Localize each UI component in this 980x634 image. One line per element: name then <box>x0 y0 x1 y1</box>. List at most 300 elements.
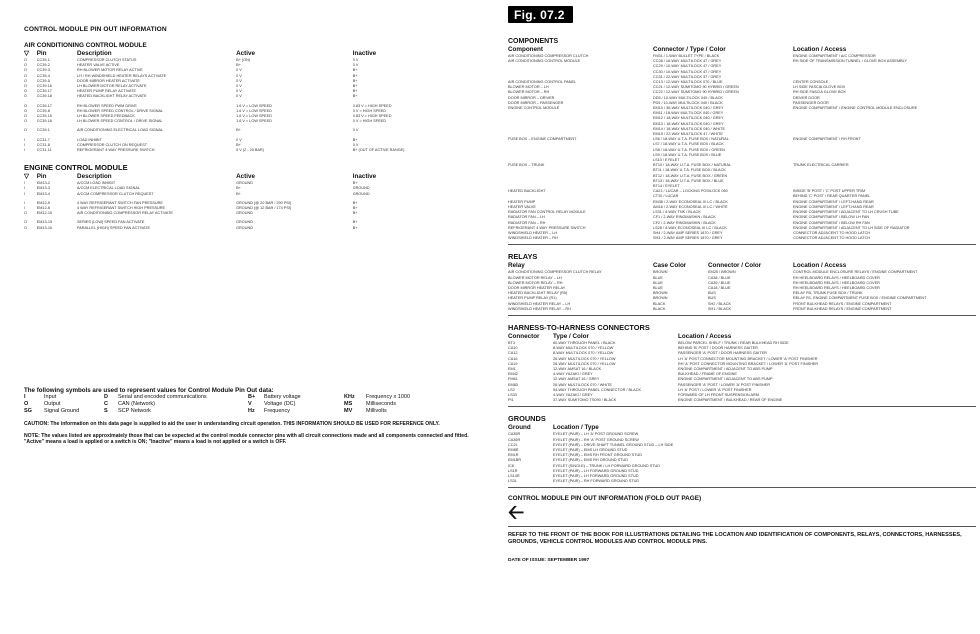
ecm-pin-table <box>24 172 480 231</box>
location-type-header: Location / Type <box>553 424 599 432</box>
ac-pin-row-cell: B+ <box>352 73 358 78</box>
ac-pin-row-cell: 1.6 V = LOW SPEED <box>236 114 272 119</box>
ac-pin-row-cell: O <box>24 114 27 119</box>
ecm-pin-row-cell: B+ <box>236 186 241 191</box>
relay-row-cell: BLUE <box>653 275 663 280</box>
ac-pin-row-cell: O <box>24 94 27 99</box>
relay-header: Relay <box>508 262 525 270</box>
harness-row-cell: LS33 <box>508 392 517 397</box>
connector-header: Connector / Type / Color <box>653 46 726 53</box>
refer-note: REFER TO THE FRONT OF THE BOOK FOR ILLUSTRATIONS DETAILING THE LOCATION AND IDENTIFICATION OF COMPONENTS, RELAYS, CONNECTORS, HARNESSES, GROUNDS, VEHICLE CONTROL MODULES AND CONTROL MODULE PINS. <box>508 532 962 546</box>
location-header: Location / Access <box>678 332 732 340</box>
component-row-cell: LS6 / 18-WAY U.T.A. FUSE BOX / NATURAL <box>653 137 729 142</box>
ecm-pin-row-cell: I <box>24 186 26 191</box>
ecm-pin-row-cell: EM13-15 <box>36 220 53 225</box>
component-row-cell: LS10 / EYELET <box>653 158 680 163</box>
ac-pin-row-cell: AIR CONDITIONING ELECTRICAL LOAD SIGNAL <box>77 128 164 133</box>
ac-pin-row-cell: 0 V <box>236 73 242 78</box>
ecm-pin-row-cell: EM13-16 <box>36 225 53 230</box>
arrow-left-icon: 🡠 <box>508 502 525 525</box>
ac-pin-row-cell: O <box>24 108 27 113</box>
relay-row-cell: BLOWER MOTOR RELAY – LH <box>508 275 562 280</box>
harness-row-cell: CA16 <box>508 356 518 361</box>
ground-row-cell: EYELET (PAIR) – LH 'A' POST GROUND SCREW <box>553 432 639 437</box>
legend-row-cell: MV <box>344 407 353 414</box>
ac-pin-row-cell: B+ <box>236 128 241 133</box>
ac-pin-row-cell: 0 V <box>236 89 242 94</box>
pin-header: Pin <box>36 173 47 181</box>
component-row-cell: AIR CONDITIONING COMPRESSOR CLUTCH <box>508 54 589 58</box>
ac-pin-row-cell: B+ <box>352 84 358 89</box>
ac-pin-row-cell: CC31-7 <box>36 137 50 142</box>
connector-header: Connector <box>508 332 540 340</box>
relay-row-cell: CONTROL MODULE ENCLOSURE RELAYS / ENGINE COMPARTMENT <box>793 270 918 275</box>
harness-row-cell: ENGINE COMPARTMENT / BULKHEAD / REAR OF ENGINE <box>678 398 783 403</box>
component-row-cell: ENGINE COMPARTMENT / A/C COMPRESSOR <box>793 54 876 58</box>
component-row-cell: BT10 / 18-WAY U.T.A. FUSE BOX / NATURAL <box>653 163 732 168</box>
relay-row-cell: CA38 / BLUE <box>708 275 731 280</box>
right-page <box>500 0 980 634</box>
ecm-title: ENGINE CONTROL MODULE <box>24 163 128 173</box>
legend-row-cell: CAN (Network) <box>118 400 155 407</box>
relay-row-cell: BROWN <box>653 296 668 301</box>
ac-pin-row-cell: O <box>24 119 27 124</box>
ecm-pin-row-cell: I <box>24 206 26 211</box>
ground-row-cell: IC8 <box>508 463 514 468</box>
component-row-cell: CT10 / LUCAR <box>653 194 679 199</box>
ac-pin-row-cell: CC39-17 <box>36 89 52 94</box>
harness-rows <box>508 341 976 403</box>
location-header: Location / Access <box>793 262 847 270</box>
harness-row-cell: CA12 <box>508 351 518 356</box>
location-header: Location / Access <box>793 46 847 53</box>
ac-pin-row-cell: B+ <box>352 78 358 83</box>
ecm-pin-row-cell: EM12-5 <box>36 200 51 205</box>
ac-pin-row-cell: 0.83 V = HIGH SPEED <box>352 103 392 108</box>
harness-row-cell: LH 'A' POST CONNECTOR MOUNTING BRACKET / LOWER 'A' POST FINISHER <box>678 356 818 361</box>
relay-row-cell: SH2 / BLACK <box>708 301 732 306</box>
ac-pin-row-cell: 0.83 V = HIGH SPEED <box>352 114 392 119</box>
ac-pin-row-cell: B+ <box>352 68 358 73</box>
ground-row-cell: EYELET (PAIR) – LH FORWARD GROUND STUD <box>553 474 639 478</box>
component-row-cell: RADIATOR FAN – RH <box>508 220 546 225</box>
component-row-cell: WINDSHIELD HEATER – LH <box>508 230 558 235</box>
harness-row-cell: CA10 <box>508 346 518 351</box>
legend-row-cell: I <box>24 393 26 400</box>
ground-row-cell: EM1R <box>508 453 519 458</box>
component-row-cell: CONNECTOR ADJACENT TO HOOD LATCH <box>793 230 871 235</box>
harness-row-cell: EM83 <box>508 382 518 387</box>
component-row-cell: BLOWER MOTOR – RH <box>508 90 550 95</box>
ac-pin-row <box>24 148 480 153</box>
relay-row-cell: WINDSHIELD HEATER RELAY – RH <box>508 306 571 311</box>
component-row-cell: CC29 / 10-WAY MULTILOCK 47 / GREY <box>653 64 722 69</box>
ac-pin-row-cell: CC39-16 <box>36 119 52 124</box>
legend-row-cell: Output <box>44 400 61 407</box>
ac-pin-row-cell: LH BLOWER SPEED FEEDBACK <box>77 114 135 119</box>
relay-row-cell: HEATER PUMP RELAY (R1) <box>508 296 557 301</box>
ecm-pin-row-cell: AIR CONDITIONING COMPRESSOR RELAY ACTIVATE <box>77 211 173 216</box>
harness-row-cell: 12-WAY AMSAT 16 / BLACK <box>553 366 602 371</box>
type-color-header: Type / Color <box>553 332 589 340</box>
relay-row-cell: WINDSHIELD HEATER RELAY – LH <box>508 301 571 306</box>
component-row-cell: FUSE BOX – TRUNK <box>508 163 545 168</box>
ground-header: Ground <box>508 424 531 432</box>
ecm-pin-row-cell: SERIES (LOW) SPEED FAN ACTIVATE <box>77 220 145 225</box>
harness-row-cell: BEHIND 'B' POST / DOOR HARNESS GAITER <box>678 346 758 351</box>
legend-row-cell: Milliseconds <box>366 400 396 407</box>
legend-rows <box>24 394 464 415</box>
component-row-cell: HEATED BACKLIGHT <box>508 189 546 194</box>
ecm-pin-row-cell: O <box>24 220 27 225</box>
relay-row-cell: EM25 / BROWN <box>708 270 736 275</box>
component-row-cell: AIR CONDITIONING CONTROL PANEL <box>508 80 577 85</box>
ecm-pin-row-cell: B+ <box>352 211 358 216</box>
harness-row-cell: LS2 <box>508 387 515 392</box>
component-row-cell: ENGINE COMPARTMENT / ADJACENT TO LH CRUSH TUBE <box>793 210 899 215</box>
relay-row-cell: FRONT BULKHEAD RELAYS / ENGINE COMPARTMENT <box>793 301 892 306</box>
ac-pin-row-cell: 0 V <box>236 84 242 89</box>
ecm-pin-row-cell: I <box>24 200 26 205</box>
component-row-cell: CF2 / 2-WAY RINGMASHIN / BLACK <box>653 220 716 225</box>
component-row-cell: AM16 / 2-WAY ECONOSEAL III LC / WHITE <box>653 204 728 209</box>
active-header: Active <box>236 50 255 57</box>
component-row-cell: BT12 / 18-WAY U.T.A. FUSE BOX / GREEN <box>653 173 728 178</box>
ac-pin-table <box>24 49 480 153</box>
inactive-header: Inactive <box>352 173 377 181</box>
harness-row-cell: EM1 <box>508 366 516 371</box>
ecm-pin-row-cell: GROUND <box>236 211 253 216</box>
pin-header: Pin <box>36 50 47 57</box>
component-row-cell: DD5 / 10-WAY MULTILOCK 040 / BLACK <box>653 95 723 100</box>
ac-pin-row-cell: HEATER VALVE ACTIVE <box>77 63 120 68</box>
legend-row-cell: Frequency <box>264 407 290 414</box>
relay-row-cell: BROWN <box>653 291 668 296</box>
ecm-pin-row-cell: GROUND <box>236 220 253 225</box>
harness-row-cell: 8-WAY MULTILOCK 070 / YELLOW <box>553 346 614 351</box>
ac-pin-row-cell: RH BLOWER MOTOR RELAY ACTIVE <box>77 68 143 73</box>
component-header: Component <box>508 46 543 53</box>
relay-row-cell: BLACK <box>653 301 666 306</box>
harness-row-cell: 60-WAY THROUGH PANEL / BLACK <box>553 340 616 345</box>
ecm-pin-row-cell: EM12-10 <box>36 211 53 216</box>
ac-pin-row-cell: B+ (ON) <box>236 58 251 62</box>
ac-pin-row-cell: B+ (OUT OF ACTIVE RANGE) <box>352 148 405 153</box>
harness-row-cell: EM42 <box>508 372 518 377</box>
component-row-cell: LS7 / 18-WAY U.T.A. FUSE BOX / BLACK <box>653 142 724 147</box>
component-row-cell: EM10 / 36-WAY MULTILOCK 040 / GREY <box>653 106 724 111</box>
ground-row-cell: EYELET (SINGLE) – TRUNK / LH FORWARD GROUND STUD <box>553 463 661 468</box>
ecm-pin-row-cell: GROUND (@ 20 BAR / 290 PSI) <box>236 200 292 205</box>
section-divider <box>508 244 976 245</box>
component-row-cell: DRIVER DOOR <box>793 95 820 100</box>
ground-row-cell: EYELET (PAIR) – LH FORWARD GROUND STUD <box>553 468 639 473</box>
description-header: Description <box>77 173 112 181</box>
relay-row <box>508 307 976 312</box>
section-divider <box>508 526 976 527</box>
component-row-cell: EM13 / 18-WAY MULTILOCK 040 / GREY <box>653 121 724 126</box>
ac-pin-row-cell: O <box>24 103 27 108</box>
ac-pin-row-cell: I <box>24 142 26 147</box>
ecm-pin-row-cell: I <box>24 181 26 186</box>
ecm-pin-row-cell: 4 WAY REFRIGERANT SWITCH FAN PRESSURE <box>77 200 163 205</box>
legend-row-cell: Frequency x 1000 <box>366 393 411 400</box>
component-row-cell: RH SIDE FASCIA GLOVE BOX <box>793 90 846 95</box>
relay-rows <box>508 270 976 312</box>
ecm-pin-row-cell: O <box>24 211 27 216</box>
ac-pin-row-cell: CC31-11 <box>36 148 52 153</box>
component-row-cell: BT14 / EYELET <box>653 184 680 189</box>
ground-row-cell: EM1BR <box>508 458 522 463</box>
harness-row-cell: 4-WAY YAZAKI / GREY <box>553 392 593 397</box>
harness-row-cell: LH 'A' POST / LOWER 'A' POST FINISHER <box>678 387 752 392</box>
ac-pin-row-cell: 5 V (2 - 20 BAR) <box>236 148 264 153</box>
ac-pin-row-cell: 0 V = HIGH SPEED <box>352 108 387 113</box>
legend-row-cell: B+ <box>248 393 256 400</box>
ac-pin-row-cell: O <box>24 58 27 62</box>
ecm-pin-row-cell: EM13-4 <box>36 191 51 196</box>
relay-row-cell: BUS <box>708 291 716 296</box>
component-row-cell: ENGINE COMPARTMENT / BELOW LH FAN <box>793 215 870 220</box>
ecm-pin-row-cell: O <box>24 225 27 230</box>
legend-row-cell: SCP Network <box>118 407 151 414</box>
legend-row <box>24 408 464 415</box>
harness-row-cell: 26-WAY MULTILOCK 070 / YELLOW <box>553 361 616 366</box>
ecm-pin-row-cell: A/CCM COMPRESSOR CLUTCH REQUEST <box>77 191 154 196</box>
legend-row-cell: Signal Ground <box>44 407 80 414</box>
component-row-cell: SH3 / 2-WAY AMP SERIES 1870 / GREY <box>653 236 723 241</box>
component-row-cell: ENGINE COMPARTMENT / LEFT-HAND REAR <box>793 204 874 209</box>
ac-pin-row-cell: CC39-16 <box>36 84 52 89</box>
component-row-cell: LS9 / 18-WAY U.T.A. FUSE BOX / BLUE <box>653 152 722 157</box>
ground-row-cell: LS3L <box>508 479 517 484</box>
ground-row-cell: EYELET (PAIR) – RH 'A' POST GROUND SCREW <box>553 437 639 442</box>
ac-pin-row-cell: B+ <box>352 137 358 142</box>
components-table <box>508 45 976 241</box>
ground-row <box>508 479 976 484</box>
ecm-pin-row-cell: GROUND <box>352 186 370 191</box>
component-row-cell: ENGINE COMPARTMENT / LEFT-HAND REAR <box>793 199 874 204</box>
component-row-cell: AIR CONDITIONING CONTROL MODULE <box>508 59 581 64</box>
component-row-cell: PASSENGER DOOR <box>793 100 829 105</box>
relays-title: RELAYS <box>508 252 538 262</box>
ac-pin-row-cell: O <box>24 128 27 133</box>
note-text: NOTE: The values listed are approximately those that can be expected at the control module connector pins with all circuit connections made and all components connected and fitted. "Active" means a load is applied or a switch is ON; "Inactive" means a load is not applied or a switch is OFF. <box>24 433 469 446</box>
ac-pin-row-cell: O <box>24 78 27 83</box>
ac-pin-row-cell: 0 V <box>236 68 242 73</box>
ac-pin-row-cell: B+ <box>352 89 358 94</box>
component-row-cell: EM14 / 18-WAY MULTILOCK 040 / WHITE <box>653 126 726 131</box>
ac-pin-row-cell: CC39-2 <box>36 63 50 68</box>
component-row-cell: ENGINE COMPARTMENT / ENGINE CONTROL MODULE ENCLOSURE <box>793 106 918 111</box>
component-row-cell: INSIDE 'B' POST / 'C' POST UPPER TRIM <box>793 189 866 194</box>
component-row-cell: DOOR MIRROR – DRIVER <box>508 95 555 100</box>
ac-pin-row-cell: 0 V <box>236 78 242 83</box>
legend-row-cell: V <box>248 400 252 407</box>
component-row-cell: EM12 / 18-WAY MULTILOCK 040 / GREY <box>653 116 724 121</box>
legend-row-cell: S <box>104 407 108 414</box>
harness-row-cell: PI1 <box>508 398 514 403</box>
case-color-header: Case Color <box>653 262 687 270</box>
component-row-cell: RADIATOR FAN – LH <box>508 215 545 220</box>
ac-pin-row-cell: CC39-1 <box>36 128 50 133</box>
ground-row-cell: CC2L <box>508 442 518 447</box>
harness-row-cell: FM61 <box>508 377 518 382</box>
ground-row-cell: EYELET (PAIR) – EMS LH GROUND STUD <box>553 447 628 452</box>
ac-pin-row-cell: CC39-3 <box>36 68 50 73</box>
harness-row-cell: PASSENGER 'A' POST / LOWER 'A' POST FINISHER <box>678 382 770 387</box>
relays-table <box>508 261 976 312</box>
ground-row-cell: EYELET (PAIR) – EMS RH GROUND STUD <box>553 458 628 463</box>
relay-row-cell: BLACK <box>653 306 666 311</box>
harness-row-cell: ENGINE COMPARTMENT / ADJACENT TO ABS PUMP <box>678 366 773 371</box>
relay-row-cell: CA39 / BLUE <box>708 280 731 285</box>
harness-row-cell: 26-WAY MULTILOCK 070 / WHITE <box>553 382 612 387</box>
legend-row-cell: Hz <box>248 407 255 414</box>
ground-row-cell: EM8R <box>508 447 519 452</box>
active-header: Active <box>236 173 255 181</box>
component-row-cell: EM38 / 2-WAY ECONOSEAL III LC / BLACK <box>653 199 728 204</box>
ac-pin-row-cell: I <box>24 148 26 153</box>
ecm-pin-row-cell: EM13-3 <box>36 186 51 191</box>
ecm-pin-row-cell: EM12-6 <box>36 206 51 211</box>
relay-row-cell: RH HEELBOARD RELAYS / HEELBOARD COVER <box>793 275 880 280</box>
ecm-pin-row-cell: A/CCM ELECTRICAL LOAD SIGNAL <box>77 186 140 191</box>
legend-row-cell: Serial and encoded communications <box>118 393 207 400</box>
relay-row-cell: BUS <box>708 296 716 301</box>
ac-pin-row-cell: O <box>24 63 27 68</box>
figure-label: Fig. 07.2 <box>508 6 573 23</box>
relay-row-cell: BROWN <box>653 270 668 275</box>
relay-row-cell: HEATED BACKLIGHT RELAY (R5) <box>508 291 568 296</box>
section-divider <box>508 487 976 488</box>
component-row <box>508 236 976 241</box>
ac-pin-row-cell: B+ <box>236 63 241 68</box>
harness-row-cell: BT3 <box>508 340 515 345</box>
component-row-cell: BT13 / 18-WAY U.T.A. FUSE BOX / BLUE <box>653 178 724 183</box>
harness-row-cell: 8-WAY MULTILOCK 070 / YELLOW <box>553 351 614 356</box>
ecm-pin-row-cell: B+ <box>352 181 358 186</box>
ac-pin-row-cell: COMPRESSOR CLUTCH STATUS <box>77 58 137 62</box>
component-row-cell: HEATER VALVE <box>508 204 536 209</box>
ac-pin-row-cell: REFRIGERANT 4 WAY PRESSURE SWITCH <box>77 148 155 153</box>
harness-row-cell: BELOW PARCEL SHELF / TRUNK / REAR BULKHEAD RH SIDE <box>678 340 789 345</box>
ground-row-cell: LS14R <box>508 474 520 478</box>
relay-row-cell: AIR CONDITIONING COMPRESSOR CLUTCH RELAY <box>508 270 602 275</box>
ac-pin-row-cell: DOOR MIRROR HEATER ACTIVATE <box>77 78 140 83</box>
description-header: Description <box>77 50 112 57</box>
component-row-cell: DOOR MIRROR – PASSENGER <box>508 100 564 105</box>
component-row-cell: LH SIDE FASCIA GLOVE BOX <box>793 85 846 90</box>
component-row-cell: EM15 / 22-WAY MULTILOCK 47 / WHITE <box>653 132 723 137</box>
grounds-table <box>508 423 976 484</box>
relay-row-cell: FRONT BULKHEAD RELAYS / ENGINE COMPARTMENT <box>793 306 892 311</box>
component-row-cell: LS31 / 4-WAY TNK / BLACK <box>653 210 701 215</box>
ac-pin-row-cell: 0 V <box>352 128 359 133</box>
ecm-pin-row-cell: 4 WAY REFRIGERANT SWITCH HIGH PRESSURE <box>77 206 166 211</box>
relay-row-cell: SH1 / BLACK <box>708 306 732 311</box>
relay-row-cell: BLOWER MOTOR RELAY – RH <box>508 280 563 285</box>
ecm-pin-row-cell: A/CCM LOAD INHIBIT <box>77 181 116 186</box>
relay-row-cell: BLUE <box>653 280 663 285</box>
legend-row <box>24 394 464 401</box>
component-rows <box>508 54 976 241</box>
component-row-cell: CF1 / 2-WAY RINGMASHIN / BLACK <box>653 215 716 220</box>
ac-pin-row-cell: LH BLOWER SPEED CONTROL / DRIVE SIGNAL <box>77 119 163 124</box>
legend-row-cell: KHz <box>344 393 355 400</box>
component-row-cell: CONNECTOR ADJACENT TO HOOD LATCH <box>793 236 871 241</box>
component-row-cell: ENGINE CONTROL MODULE <box>508 106 560 111</box>
component-row-cell: FM31 / 1-WAY BULLET TYPE / BLACK <box>653 54 720 58</box>
harness-row-cell: PASSENGER 'A' POST / DOOR HARNESS GAITER <box>678 351 767 356</box>
ac-pin-row-cell: O <box>24 73 27 78</box>
harness-row-cell: 37-WAY SUMITOMO TS090 / BLACK <box>553 398 617 403</box>
legend-row-cell: MS <box>344 400 353 407</box>
ac-pin-row-cell: CC39-8 <box>36 108 50 113</box>
component-row-cell: EM11 / 18-WAY MULTILOCK 040 / GREY <box>653 111 724 116</box>
ac-pin-row-cell: 0 V <box>236 137 242 142</box>
component-row-cell: LS28 / 4-WAY ECONOSEAL III LC / BLACK <box>653 225 727 230</box>
ac-pin-row-cell: 0 V <box>352 58 359 62</box>
ground-row-cell: EYELET (PAIR) – RH FORWARD GROUND STUD <box>553 479 640 484</box>
ac-pin-row-cell: 0 V <box>352 63 359 68</box>
legend-row-cell: Millivolts <box>366 407 387 414</box>
ac-pin-row-cell: CC39-1 <box>36 58 50 62</box>
component-row-cell: HEATER PUMP <box>508 199 536 204</box>
ac-pin-row-cell: HEATER PUMP RELAY ACTIVATE <box>77 89 137 94</box>
ac-pin-row-cell: O <box>24 84 27 89</box>
ecm-pin-row-cell: GROUND <box>352 191 370 196</box>
legend-title: The following symbols are used to represent values for Control Module Pin Out data: <box>24 386 274 394</box>
ecm-pin-row-cell: B+ <box>352 225 358 230</box>
ground-row-cell: LS1R <box>508 468 518 473</box>
ac-pin-row-cell: B+ <box>236 142 241 147</box>
ac-pin-row-cell: LH BLOWER MOTOR RELAY ACTIVATE <box>77 84 147 89</box>
ac-pin-row-cell: CC39-17 <box>36 103 52 108</box>
ac-pin-row-cell: 0 V <box>236 94 242 99</box>
legend-row-cell: SG <box>24 407 32 414</box>
legend-row-cell: C <box>104 400 108 407</box>
relay-row-cell: RELAY R1, ENGINE COMPARTMENT FUSE BOX / ENGINE COMPARTMENT <box>793 296 927 301</box>
relay-row-cell: CA18 / BLUE <box>708 285 731 290</box>
ground-row-cell: EYELET (PAIR) – EMS RH FRONT GROUND STUD <box>553 453 643 458</box>
ac-pin-row-cell: RH BLOWER SPEED PWM DRIVE <box>77 103 137 108</box>
caution-text: CAUTION: The information on this data page is supplied to aid the user in understanding circuit operation. THIS INFORMATION SHOULD BE USED FOR REFERENCE ONLY. <box>24 420 440 427</box>
ac-pin-row-cell: CC39-18 <box>36 94 52 99</box>
component-row-cell: CC31 / 22-WAY MULTILOCK 47 / GREY <box>653 74 722 79</box>
component-row-cell: ENGINE COMPARTMENT / ADJACENT TO LH SIDE OF RADIATOR <box>793 225 910 230</box>
relay-row-cell: DOOR MIRROR HEATER RELAY <box>508 285 566 290</box>
ac-pin-rows <box>24 58 480 153</box>
legend-row-cell: O <box>24 400 29 407</box>
inactive-header: Inactive <box>352 50 377 57</box>
component-row-cell: CC28 / 16-WAY MULTILOCK 47 / GREY <box>653 59 722 64</box>
ecm-pin-row-cell: GROUND <box>236 181 253 186</box>
component-row-cell: BT11 / 18-WAY U.T.A. FUSE BOX / BLACK <box>653 168 726 173</box>
ac-pin-row-cell: CC31-8 <box>36 142 50 147</box>
relay-row-cell: RH HEELBOARD RELAYS / HEELBOARD COVER <box>793 280 880 285</box>
ecm-pin-rows <box>24 181 480 231</box>
io-marker-icon: ▽ <box>24 50 29 57</box>
ecm-pin-row-cell: PARALLEL (HIGH) SPEED FAN ACTIVATE <box>77 225 151 230</box>
component-row-cell: SH4 / 2-WAY AMP SERIES 1870 / GREY <box>653 230 723 235</box>
grounds-title: GROUNDS <box>508 414 546 424</box>
harness-row-cell: CA19 <box>508 361 518 366</box>
component-row-cell: CENTER CONSOLE <box>793 80 829 85</box>
ac-pin-row-cell: LOAD INHIBIT <box>77 137 102 142</box>
component-row-cell: LS8 / 18-WAY U.T.A. FUSE BOX / GREEN <box>653 147 725 152</box>
legend-row-cell: Input <box>44 393 57 400</box>
